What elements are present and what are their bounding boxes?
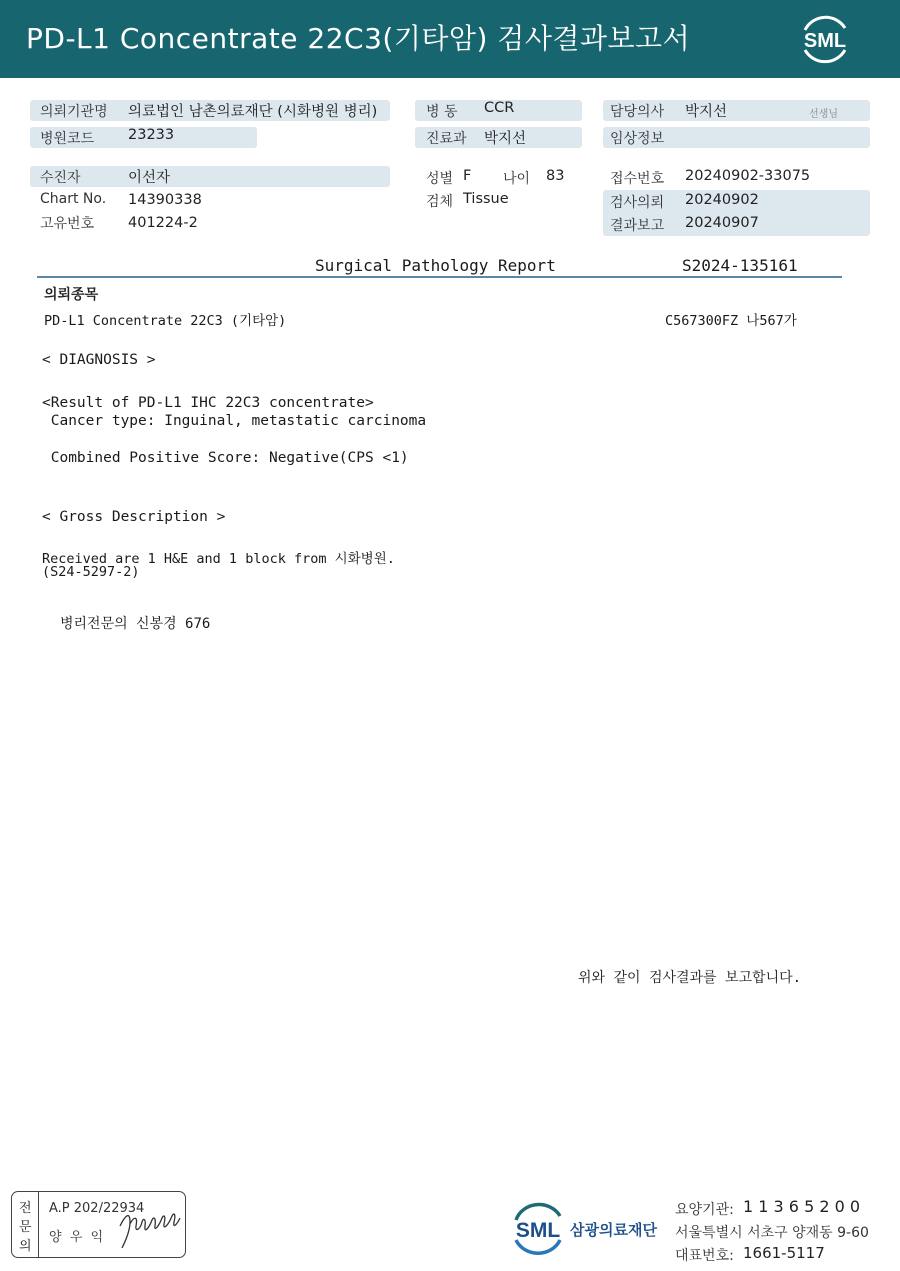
address: 서울특별시 서초구 양재동 9-60 [675, 1225, 869, 1241]
care-institution-number: 1 1 3 6 5 2 0 0 [743, 1197, 861, 1216]
org-name: 삼광의료재단 [570, 1221, 657, 1239]
gross-line-1: Received are 1 H&E and 1 block from 시화병원. [42, 551, 395, 567]
handwritten-signature [116, 1204, 182, 1250]
patient-label: 수진자 [40, 170, 81, 186]
report-date-value: 20240907 [685, 215, 759, 231]
closing-statement: 위와 같이 검사결과를 보고합니다. [578, 970, 802, 986]
diagnosis-heading: < DIAGNOSIS > [42, 352, 156, 368]
sex-label: 성별 [426, 171, 454, 187]
phone-number: 1661-5117 [743, 1244, 825, 1262]
cancer-type: Cancer type: Inguinal, metastatic carcinoma [42, 413, 427, 429]
svg-text:SML: SML [515, 1219, 561, 1242]
institution-label: 의뢰기관명 [40, 104, 108, 120]
uid-value: 401224-2 [128, 215, 198, 231]
request-label: 검사의뢰 [610, 195, 665, 211]
sml-logo [797, 12, 853, 66]
patient-row-bg [30, 166, 390, 187]
gross-heading: < Gross Description > [42, 509, 226, 525]
hospital-code-label: 병원코드 [40, 131, 95, 147]
stamp-char-1: 전 [19, 1201, 32, 1216]
test-items-label: 의뢰종목 [44, 287, 99, 303]
pathologist-signature: 병리전문의 신봉경 676 [60, 616, 211, 632]
report-date-label: 결과보고 [610, 218, 665, 234]
result-title: <Result of PD-L1 IHC 22C3 concentrate> [42, 395, 374, 411]
dept-label: 진료과 [426, 131, 467, 147]
sml-footer-logo [508, 1200, 568, 1256]
age-value: 83 [546, 168, 565, 184]
cps-result: Combined Positive Score: Negative(CPS <1) [42, 450, 409, 466]
doctor-suffix: 선생님 [809, 109, 838, 120]
age-label: 나이 [503, 171, 531, 187]
sex-value: F [463, 168, 472, 184]
uid-label: 고유번호 [40, 216, 95, 232]
report-title: PD-L1 Concentrate 22C3(기타암) 검사결과보고서 [26, 22, 691, 55]
patient-value: 이선자 [128, 170, 171, 186]
institution-value: 의료법인 남촌의료재단 (시화병원 병리) [128, 104, 378, 120]
specimen-label: 검체 [426, 194, 454, 210]
test-item: PD-L1 Concentrate 22C3 (기타암) [44, 313, 287, 329]
dept-value: 박지선 [484, 131, 527, 147]
report-heading: Surgical Pathology Report [315, 256, 556, 275]
svg-text:SML: SML [803, 30, 847, 52]
chart-label: Chart No. [40, 191, 107, 207]
stamp-char-3: 의 [19, 1239, 32, 1254]
heading-rule [37, 276, 842, 278]
request-value: 20240902 [685, 192, 759, 208]
stamp-char-2: 문 [19, 1220, 32, 1235]
receipt-value: 20240902-33075 [685, 168, 811, 184]
stamp-license: A.P 202/22934 [49, 1201, 145, 1216]
stamp-name: 양 우 익 [49, 1230, 104, 1245]
care-institution-label: 요양기관: [675, 1202, 734, 1218]
doctor-label: 담당의사 [610, 104, 665, 120]
pathologist-stamp [11, 1191, 186, 1258]
specimen-value: Tissue [463, 191, 509, 207]
clinical-label: 임상정보 [610, 131, 665, 147]
report-header [0, 0, 900, 78]
chart-value: 14390338 [128, 192, 202, 208]
doctor-value: 박지선 [685, 104, 728, 120]
stamp-side-label [12, 1192, 39, 1257]
ward-label: 병 동 [426, 104, 458, 120]
phone-label: 대표번호: [675, 1248, 734, 1264]
report-number: S2024-135161 [682, 256, 798, 275]
ward-value: CCR [484, 100, 515, 116]
gross-line-2: (S24-5297-2) [42, 564, 140, 580]
hospital-code-value: 23233 [128, 127, 175, 143]
test-code: C567300FZ 나567가 [665, 313, 797, 329]
receipt-label: 접수번호 [610, 171, 665, 187]
